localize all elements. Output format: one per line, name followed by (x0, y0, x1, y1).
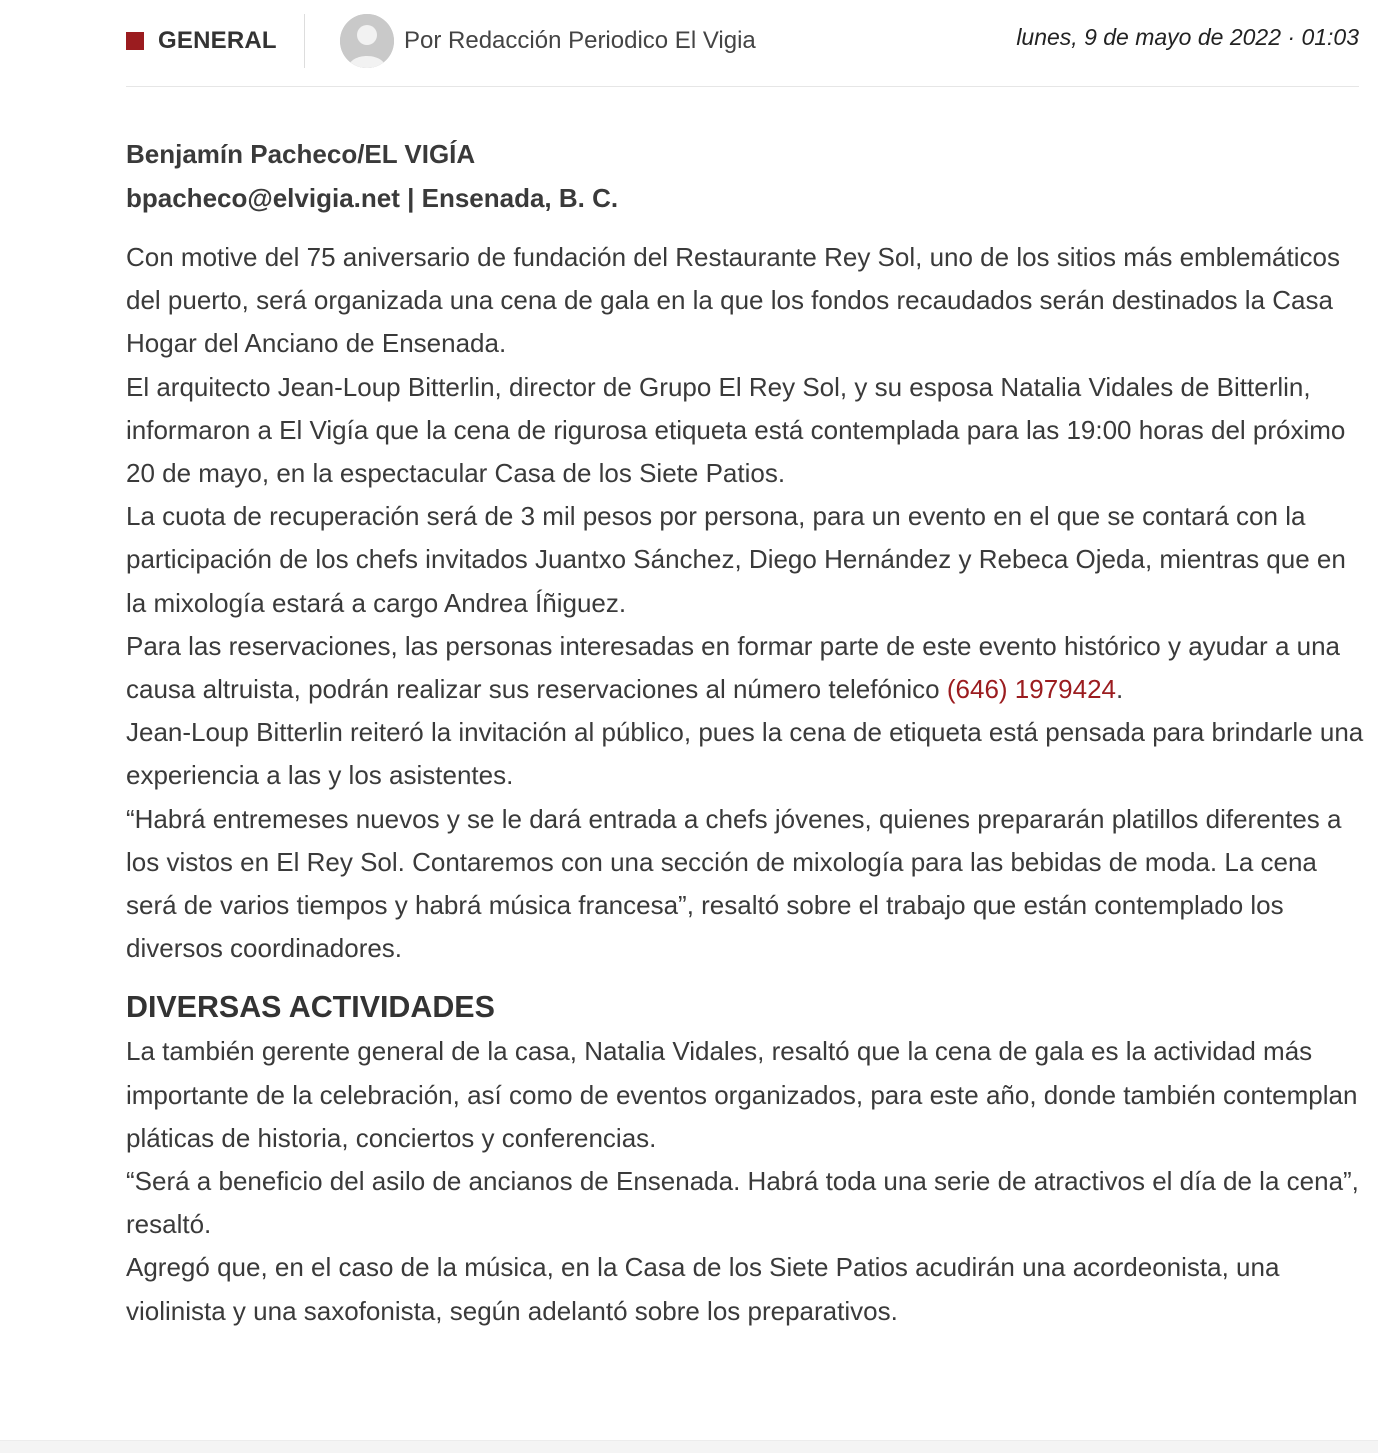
section-heading: DIVERSAS ACTIVIDADES (126, 990, 495, 1025)
article-paragraph: La también gerente general de la casa, Natalia Vidales, resaltó que la cena de gala es la actividad más importante de la celebración, así como de eventos organizados, para este año, donde también contemplan pláticas de historia, conciertos y conferencias. (126, 1036, 1358, 1153)
byline-name: Benjamín Pacheco/EL VIGÍA (126, 139, 476, 169)
paragraph-text: . (1116, 674, 1124, 705)
user-avatar-icon (340, 14, 394, 68)
phone-link[interactable]: (646) 1979424 (946, 674, 1117, 705)
byline-contact: bpacheco@elvigia.net | Ensenada, B. C. (126, 183, 619, 213)
article-paragraph: La cuota de recuperación será de 3 mil pesos por persona, para un evento en el que se contará con la participación de los chefs invitados Juantxo Sánchez, Diego Hernández y Rebeca Ojeda, mientras que en la mixología estará a cargo Andrea Íñiguez. (126, 501, 1346, 618)
bottom-strip (0, 1440, 1378, 1453)
author-name: Por Redacción Periodico El Vigia (404, 27, 756, 54)
article-paragraph: Agregó que, en el caso de la música, en la Casa de los Siete Patios acudirán una acordeonista, una violinista y una saxofonista, según adelantó sobre los preparativos. (126, 1252, 1280, 1326)
article-paragraph (126, 625, 1366, 711)
article-paragraph: Con motive del 75 aniversario de fundación del Restaurante Rey Sol, uno de los sitios más emblemáticos del puerto, será organizada una cena de gala en la que los fondos recaudados serán destinados la Casa Hogar del Anciano de Ensenada. (126, 242, 1340, 359)
paragraph-text: Para las reservaciones, las personas interesadas en formar parte de este evento histórico y ayudar a una causa altruista, podrán realizar sus reservaciones al número telefónico (126, 630, 1341, 705)
article-paragraph: Jean-Loup Bitterlin reiteró la invitación al público, pues la cena de etiqueta está pensada para brindarle una experiencia a las y los asistentes. (126, 717, 1364, 791)
article-paragraph: “Habrá entremeses nuevos y se le dará entrada a chefs jóvenes, quienes prepararán platillos diferentes a los vistos en El Rey Sol. Contaremos con una sección de mixología para las bebidas de moda. La cena será de varios tiempos y habrá música francesa”, resaltó sobre el trabajo que están contemplado los diversos coordinadores. (126, 803, 1342, 964)
article-paragraph: “Será a beneficio del asilo de ancianos de Ensenada. Habrá toda una serie de atractivos el día de la cena”, resaltó. (126, 1166, 1359, 1240)
article-body (126, 132, 1366, 1333)
square-bullet-icon (126, 32, 144, 50)
category-label[interactable]: GENERAL (158, 27, 277, 54)
category-tag[interactable] (126, 24, 277, 58)
article-meta-bar (126, 0, 1359, 87)
author-info (340, 14, 756, 68)
article-paragraph: El arquitecto Jean-Loup Bitterlin, director de Grupo El Rey Sol, y su esposa Natalia Vidales de Bitterlin, informaron a El Vigía que la cena de rigurosa etiqueta está contemplada para las 19:00 horas del próximo 20 de mayo, en la espectacular Casa de los Siete Patios. (126, 371, 1346, 489)
meta-divider (304, 14, 305, 68)
publish-date: lunes, 9 de mayo de 2022 · 01:03 (1016, 24, 1359, 50)
